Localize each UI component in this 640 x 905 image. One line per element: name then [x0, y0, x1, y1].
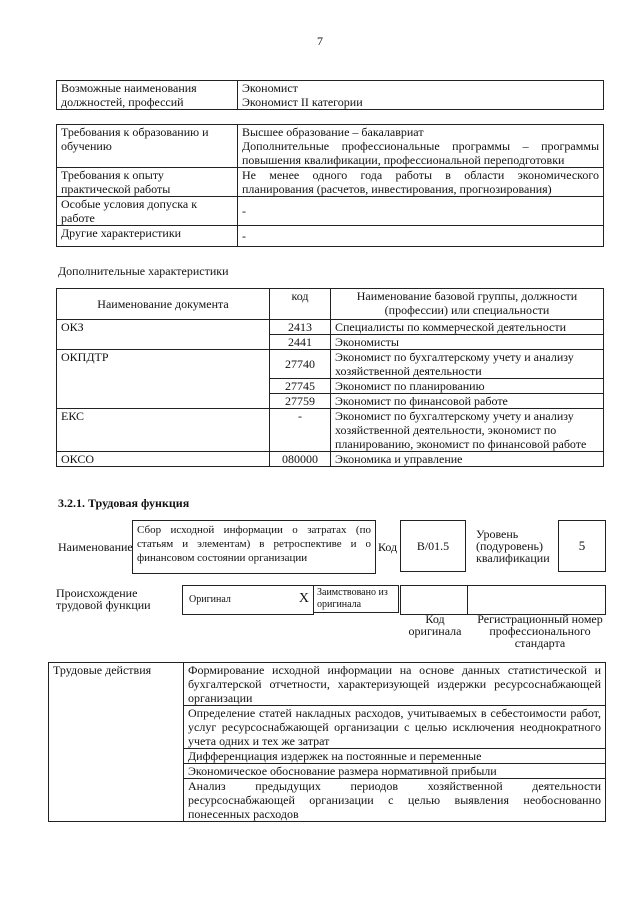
name-cell: Экономист по планированию [331, 379, 604, 394]
actions-table [48, 662, 606, 822]
position-value: Экономист II категории [242, 95, 363, 109]
origin-code-caption: Код оригинала [408, 612, 462, 638]
doc-cell: ЕКС [57, 409, 270, 452]
col-header: Наименование базовой группы, должности (профессии) или специальности [331, 289, 604, 320]
borrowed-box: Заимствовано из оригинала [313, 585, 399, 613]
name-cell: Специалисты по коммерческой деятельности [331, 320, 604, 335]
positions-table [56, 80, 604, 110]
requirements-table [56, 124, 604, 247]
position-value: Экономист [242, 81, 298, 95]
code-cell: 080000 [270, 452, 331, 467]
name-cell: Экономист по бухгалтерскому учету и анализу хозяйственной деятельности [331, 350, 604, 379]
action-item: Дифференциация издержек на постоянные и переменные [184, 749, 606, 764]
code-label: Код [378, 540, 398, 554]
level-value: 5 [558, 520, 606, 572]
code-cell: 27759 [270, 394, 331, 409]
action-item: Анализ предыдущих периодов хозяйственной деятельности ресурсоснабжающей организации с целью выявления необоснованно понесенных расходов [184, 779, 606, 822]
page-number: 7 [317, 34, 323, 48]
name-cell: Экономисты [331, 335, 604, 350]
actions-label: Трудовые действия [49, 663, 184, 822]
original-label: Оригинал [189, 594, 231, 605]
name-cell: Экономист по бухгалтерскому учету и анализу хозяйственной деятельности, экономист по планированию, экономист по финансовой работе [331, 409, 604, 452]
origin-code-box [400, 585, 468, 615]
req-value: - [238, 197, 604, 226]
name-cell: Экономист по финансовой работе [331, 394, 604, 409]
positions-label: Возможные наименования должностей, профессий [57, 81, 238, 110]
name-cell: Экономика и управление [331, 452, 604, 467]
function-name-label: Наименование [58, 540, 133, 554]
origin-mark: X [298, 591, 309, 606]
code-cell: 27745 [270, 379, 331, 394]
level-label: Уровень (подуровень) квалификации [476, 527, 550, 565]
req-value: Не менее одного года работы в области экономического планирования (расчетов, инвестирования, прогнозирования) [238, 168, 604, 197]
section-title: 3.2.1. Трудовая функция [58, 496, 190, 510]
action-item: Экономическое обоснование размера нормативной прибыли [184, 764, 606, 779]
doc-cell: ОКЗ [57, 320, 270, 350]
req-label: Особые условия допуска к работе [57, 197, 238, 226]
table-row [57, 452, 604, 467]
table-row [57, 320, 604, 335]
extra-title: Дополнительные характеристики [58, 264, 229, 278]
req-label: Другие характеристики [57, 226, 238, 247]
function-code-value: B/01.5 [400, 520, 466, 572]
code-cell: - [270, 409, 331, 452]
req-label: Требования к опыту практической работы [57, 168, 238, 197]
origin-label: Происхождение трудовой функции [56, 586, 151, 612]
doc-cell: ОКСО [57, 452, 270, 467]
code-cell: 2413 [270, 320, 331, 335]
req-value: - [238, 226, 604, 247]
extra-table [56, 288, 604, 467]
req-line: Высшее образование – бакалавриат [242, 125, 424, 139]
code-cell: 2441 [270, 335, 331, 350]
action-item: Формирование исходной информации на основе данных статистической и бухгалтерской отчетности, характеризующей издержки ресурсоснабжающей организации [184, 663, 606, 706]
req-value [238, 125, 604, 168]
req-line: Дополнительные профессиональные программы – программы повышения квалификации, профессиональной переподготовки [242, 139, 599, 167]
col-header: Наименование документа [57, 289, 270, 320]
req-label: Требования к образованию и обучению [57, 125, 238, 168]
origin-reg-caption: Регистрационный номер профессионального стандарта [477, 612, 603, 650]
function-name-value: Сбор исходной информации о затратах (по статьям и элементам) в ретроспективе и о финансовом состоянии организации [132, 520, 376, 574]
positions-values [238, 81, 604, 110]
origin-reg-box [467, 585, 606, 615]
doc-cell: ОКПДТР [57, 350, 270, 409]
table-row [57, 409, 604, 452]
table-row [57, 350, 604, 379]
action-item: Определение статей накладных расходов, учитываемых в себестоимости работ, услуг ресурсоснабжающей организации с целью исключения неоднократного учета одних и тех же затрат [184, 706, 606, 749]
code-cell: 27740 [270, 350, 331, 379]
col-header: код [270, 289, 331, 320]
origin-original-box [182, 585, 314, 615]
